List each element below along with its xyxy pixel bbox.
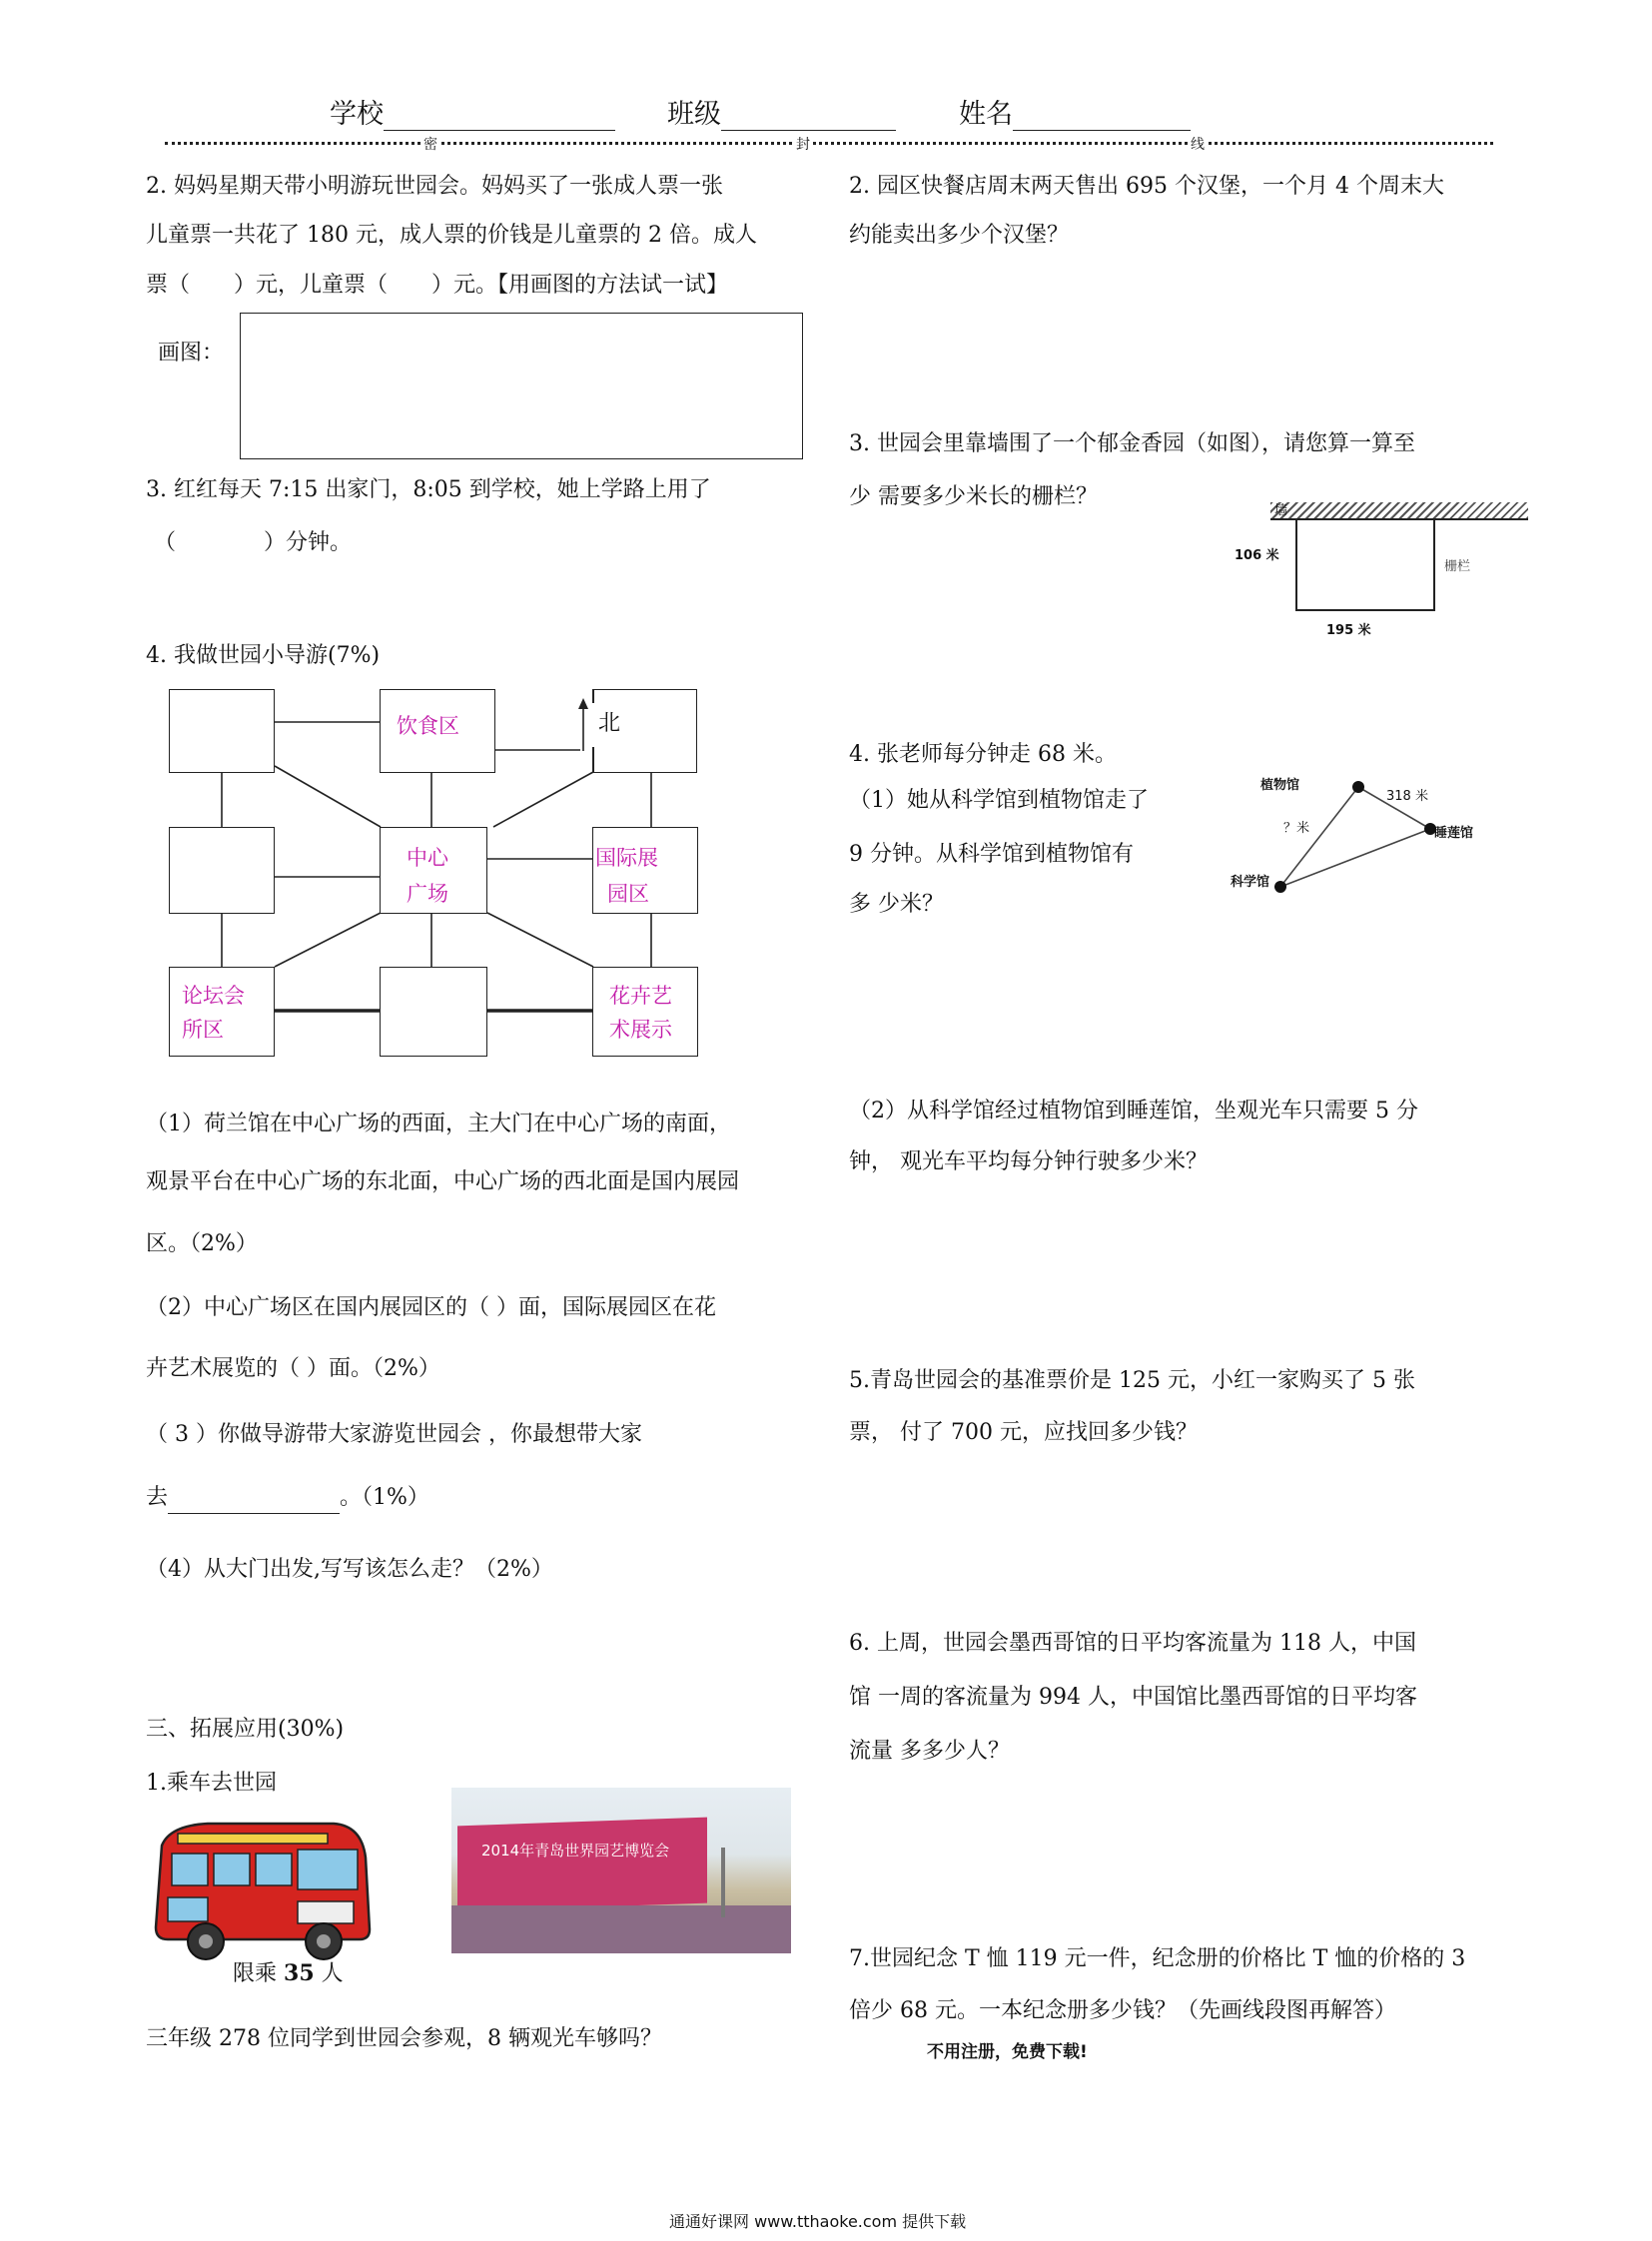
science-label: 科学馆 bbox=[1231, 875, 1270, 890]
lotus-label: 睡莲馆 bbox=[1434, 826, 1474, 841]
left-q2-line3: 票（ ）元，儿童票（ ）元。【用画图的方法试一试】 bbox=[146, 273, 729, 298]
right-q2-line1: 2. 园区快餐店周末两天售出 695 个汉堡，一个月 4 个周末大 bbox=[849, 174, 1444, 199]
left-q2-line1: 2. 妈妈星期天带小明游玩世园会。妈妈买了一张成人票一张 bbox=[146, 174, 723, 199]
bus-caption-pre: 限乘 bbox=[233, 1961, 278, 1986]
q4-p3-pre: 去 bbox=[146, 1485, 169, 1510]
right-q6-line1: 6. 上周，世园会墨西哥馆的日平均客流量为 118 人，中国 bbox=[849, 1631, 1416, 1656]
school-label: 学校 bbox=[330, 99, 384, 130]
right-q4-line1: 4. 张老师每分钟走 68 米。 bbox=[849, 742, 1117, 767]
flower-label-1: 花卉艺 bbox=[609, 984, 672, 1008]
seal-mi: 密 bbox=[421, 134, 439, 154]
right-q5-line2: 票， 付了 700 元，应找回多少钱？ bbox=[849, 1420, 1198, 1445]
name-field[interactable] bbox=[959, 92, 1191, 131]
fence-outline bbox=[1295, 519, 1435, 611]
seal-feng: 封 bbox=[794, 134, 812, 154]
footer-source: 通通好课网 www.tthaoke.com 提供下载 bbox=[669, 2212, 967, 2231]
right-q3-line2: 少 需要多少米长的栅栏？ bbox=[849, 484, 1098, 509]
seal-xian: 线 bbox=[1189, 134, 1207, 154]
right-q4-line4: 多 少米？ bbox=[849, 892, 944, 917]
fig-bottom-length: 195 米 bbox=[1326, 623, 1371, 638]
right-q4-p2-line2: 钟， 观光车平均每分钟行驶多少米？ bbox=[849, 1149, 1208, 1174]
wall-hatch bbox=[1270, 502, 1528, 520]
wall-label: 墙 bbox=[1274, 503, 1288, 518]
right-q4-line2: （1）她从科学馆到植物馆走了 bbox=[849, 788, 1149, 813]
map-box-intl[interactable] bbox=[592, 827, 698, 914]
fig-left-length: 106 米 bbox=[1235, 548, 1279, 563]
science-node bbox=[1274, 881, 1286, 893]
forum-label-1: 论坛会 bbox=[182, 984, 245, 1008]
q4-p2-line2: 卉艺术展览的（ ）面。（2%） bbox=[146, 1356, 440, 1381]
north-label: 北 bbox=[598, 711, 621, 736]
box-edge bbox=[592, 747, 594, 772]
plant-node bbox=[1352, 781, 1364, 793]
intl-label-1: 国际展 bbox=[595, 846, 658, 870]
expo-photo bbox=[451, 1788, 791, 1953]
section3-q1-title: 1.乘车去世园 bbox=[146, 1771, 277, 1796]
right-q2-line2: 约能卖出多少个汉堡？ bbox=[849, 223, 1070, 248]
left-q2-line2: 儿童票一共花了 180 元，成人票的价钱是儿童票的 2 倍。成人 bbox=[146, 223, 757, 248]
q4-p3-blank[interactable] bbox=[168, 1491, 340, 1514]
q4-p3-line1: （ 3 ）你做导游带大家游览世园会 ，你最想带大家 bbox=[146, 1422, 642, 1447]
right-q6-line2: 馆 一周的客流量为 994 人，中国馆比墨西哥馆的日平均客 bbox=[849, 1685, 1417, 1710]
distance-318: 318 米 bbox=[1386, 789, 1428, 804]
map-box-top-left[interactable] bbox=[169, 689, 275, 773]
right-q7-line1: 7.世园纪念 T 恤 119 元一件，纪念册的价格比 T 恤的价格的 3 bbox=[849, 1946, 1466, 1971]
intl-label-2: 园区 bbox=[607, 882, 649, 906]
q4-p1-line2: 观景平台在中心广场的东北面，中心广场的西北面是国内展园 bbox=[146, 1169, 740, 1194]
right-q4-p2-line1: （2）从科学馆经过植物馆到睡莲馆，坐观光车只需要 5 分 bbox=[849, 1099, 1418, 1123]
q4-p4: （4）从大门出发,写写该怎么走？（2%） bbox=[146, 1557, 553, 1582]
forum-label-2: 所区 bbox=[182, 1018, 224, 1042]
map-box-flower[interactable] bbox=[592, 967, 698, 1057]
connector bbox=[487, 913, 593, 967]
name-label: 姓名 bbox=[959, 99, 1013, 130]
map-box-food[interactable] bbox=[380, 689, 495, 773]
connector bbox=[493, 772, 593, 827]
bus-icon bbox=[148, 1818, 374, 1967]
connector bbox=[275, 766, 381, 827]
right-q3-line1: 3. 世园会里靠墙围了一个郁金香园（如图），请您算一算至 bbox=[849, 431, 1415, 456]
q4-p1-line1: （1）荷兰馆在中心广场的西面，主大门在中心广场的南面， bbox=[146, 1112, 731, 1136]
right-q7-line2: 倍少 68 元。一本纪念册多少钱？（先画线段图再解答） bbox=[849, 1998, 1396, 2023]
q4-p3-line2 bbox=[146, 1482, 429, 1514]
section3-title: 三、拓展应用(30%) bbox=[146, 1717, 345, 1742]
class-label: 班级 bbox=[667, 99, 721, 130]
name-blank[interactable] bbox=[1013, 102, 1191, 131]
left-q3-line2: （ ）分钟。 bbox=[154, 530, 353, 555]
map-box-south[interactable] bbox=[380, 967, 487, 1057]
flower-bed bbox=[451, 1905, 791, 1953]
right-q4-line3: 9 分钟。从科学馆到植物馆有 bbox=[849, 842, 1134, 867]
north-arrow-icon bbox=[578, 698, 588, 751]
map-connectors bbox=[0, 0, 759, 1079]
q4-p3-post: 。（1%） bbox=[340, 1485, 429, 1510]
center-label-2: 广场 bbox=[407, 882, 448, 906]
bus-caption-post: 人 bbox=[321, 1961, 344, 1986]
q4-p2-line1: （2）中心广场区在国内展园区的（ ）面，国际展园区在花 bbox=[146, 1295, 716, 1320]
bus-caption bbox=[233, 1957, 344, 1990]
left-q4-title: 4. 我做世园小导游(7%) bbox=[146, 643, 381, 668]
map-box-center[interactable] bbox=[380, 827, 487, 914]
connector bbox=[275, 913, 381, 967]
flower-label-2: 术展示 bbox=[609, 1018, 672, 1042]
draw-label: 画图： bbox=[158, 341, 225, 366]
section3-question: 三年级 278 位同学到世园会参观，8 辆观光车够吗？ bbox=[146, 2026, 662, 2051]
left-q3-line1: 3. 红红每天 7:15 出家门，8:05 到学校，她上学路上用了 bbox=[146, 477, 711, 502]
center-label-1: 中心 bbox=[407, 846, 448, 870]
plant-label: 植物馆 bbox=[1260, 778, 1300, 793]
map-box-forum[interactable] bbox=[169, 967, 275, 1057]
fig-fence-label: 栅栏 bbox=[1444, 559, 1471, 574]
right-q6-line3: 流量 多多少人？ bbox=[849, 1739, 1010, 1764]
free-download-note: 不用注册，免费下载! bbox=[927, 2042, 1088, 2062]
map-box-west[interactable] bbox=[169, 827, 275, 914]
map-box-top-right[interactable] bbox=[592, 689, 697, 773]
box-edge bbox=[592, 689, 594, 703]
expo-sign-text: 2014年青岛世界园艺博览会 bbox=[481, 1842, 670, 1860]
bus-capacity: 35 bbox=[284, 1960, 315, 1986]
right-q5-line1: 5.青岛世园会的基准票价是 125 元，小红一家购买了 5 张 bbox=[849, 1368, 1415, 1393]
distance-unknown: ？米 bbox=[1283, 821, 1310, 836]
pole bbox=[721, 1848, 725, 1917]
expo-sign bbox=[457, 1818, 707, 1912]
q4-p1-line3: 区。（2%） bbox=[146, 1231, 258, 1256]
food-zone-label: 饮食区 bbox=[397, 714, 459, 738]
